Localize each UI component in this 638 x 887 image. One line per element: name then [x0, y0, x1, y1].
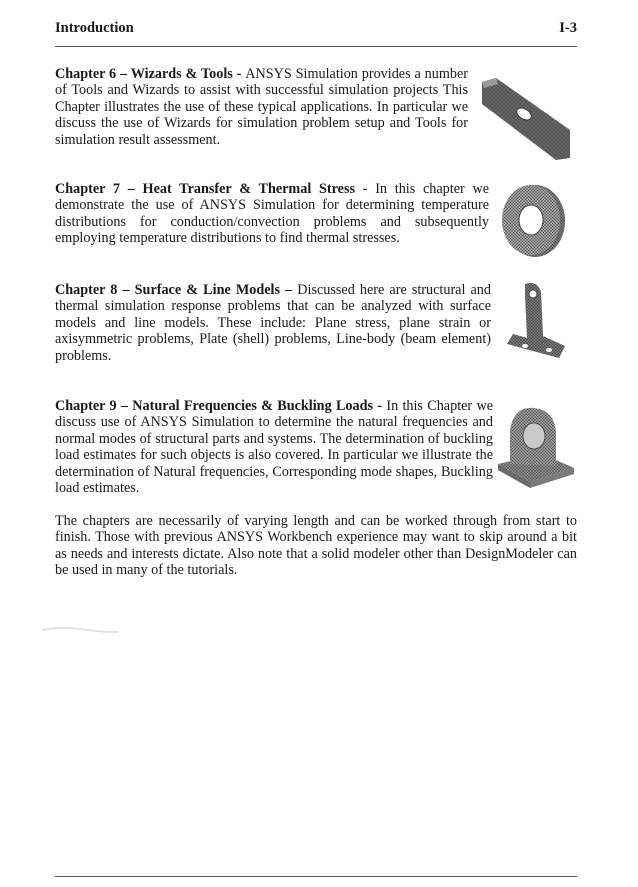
- chapter-9-paragraph: [55, 398, 493, 496]
- chapter-8-paragraph: [55, 282, 491, 364]
- ring-mesh-icon: [497, 180, 569, 260]
- pillow-block-mesh-icon: [496, 402, 576, 488]
- chapter-8-body: Discussed here are structural and thermal simulation response problems that can be analyzed with surface models and line models. These include: Plane stress, plane strain or axisymmetric problems, Plate (shell) problems, Line-body (beam element) problems.: [55, 282, 491, 364]
- chapter-6-title: Chapter 6 – Wizards & Tools -: [55, 66, 246, 82]
- header-rule: [55, 46, 577, 47]
- chapter-6-body: ANSYS Simulation provides a number of Tools and Wizards to assist with successful simulation projects This Chapter illustrates the use of these typical applications. In particular we discuss the use of Wizards for simulation problem setup and Tools for simulation result assessment.: [55, 66, 468, 148]
- chapter-9-body: In this Chapter we discuss use of ANSYS Simulation to determine the natural frequencies and normal modes of structural parts and systems. The determination of buckling load estimates for such objects is also covered. In particular we illustrate the determination of Natural frequencies, Corresponding mode shapes, Buckling load estimates.: [55, 398, 493, 497]
- plate-with-hole-mesh-icon: [478, 74, 572, 160]
- footer-rule: [55, 876, 577, 877]
- page-number: I-3: [559, 20, 577, 36]
- chapter-9-title: Chapter 9 – Natural Frequencies & Buckling Loads -: [55, 398, 387, 414]
- chapter-7-paragraph: [55, 181, 489, 247]
- chapter-6-paragraph: [55, 66, 468, 148]
- chapter-7-title: Chapter 7 – Heat Transfer & Thermal Stress -: [55, 181, 376, 197]
- scan-smudge: [40, 620, 120, 636]
- chapter-7-body: In this chapter we demonstrate the use of ANSYS Simulation for determining temperature distributions for conduction/convection problems and subsequently employing temperature distributions to find thermal stresses.: [55, 181, 489, 247]
- chapter-8-title: Chapter 8 – Surface & Line Models –: [55, 282, 298, 298]
- page-header: [55, 20, 577, 37]
- bracket-mesh-icon: [503, 280, 569, 360]
- running-title: Introduction: [55, 20, 134, 36]
- closing-paragraph: The chapters are necessarily of varying length and can be worked through from start to finish. Those with previous ANSYS Workbench experience may want to skip around a bit as needs and interests dictate. Also note that a solid modeler other than DesignModeler can be used in many of the tutorials.: [55, 513, 577, 579]
